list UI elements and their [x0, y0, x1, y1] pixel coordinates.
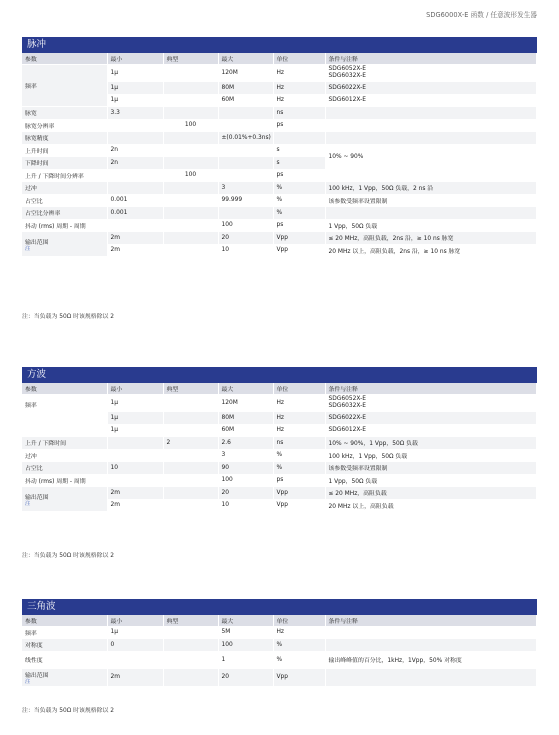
triangle-footnote: 注：当负载为 50Ω 时该规格除以 2 — [22, 708, 115, 714]
param-cell: 抖动 (rms) 周期 - 周期 — [22, 474, 107, 487]
col-header-param: 参数 — [22, 615, 107, 626]
pulse-section — [22, 37, 537, 257]
section-title: 方波 — [22, 367, 537, 383]
col-header-typ: 典型 — [163, 383, 218, 394]
param-cell: 上升 / 下降时间分辨率 — [22, 169, 107, 182]
cond-cell — [325, 207, 537, 220]
param-cell — [22, 669, 107, 687]
typ-cell — [163, 487, 218, 500]
table-header-row — [22, 53, 537, 64]
cond-cell: 20 MHz 以上，高阻负载 — [325, 499, 537, 512]
max-cell: 80M — [218, 412, 273, 425]
min-cell — [107, 132, 163, 145]
col-header-cond: 条件与注释 — [325, 383, 537, 394]
typ-cell — [163, 132, 218, 145]
cond-cell — [325, 107, 537, 120]
min-cell: 2m — [107, 232, 163, 245]
typ-cell — [163, 144, 218, 157]
max-cell: 2.6 — [218, 437, 273, 450]
typ-cell — [163, 219, 218, 232]
col-header-min: 最小 — [107, 53, 163, 64]
typ-cell — [163, 244, 218, 257]
min-cell: 0.001 — [107, 207, 163, 220]
cond-cell: 该参数受频率设置限制 — [325, 194, 537, 207]
min-cell: 1μ — [107, 82, 163, 95]
unit-cell: s — [273, 144, 325, 157]
col-header-unit: 单位 — [273, 615, 325, 626]
col-header-param: 参数 — [22, 53, 107, 64]
max-cell — [218, 144, 273, 157]
col-header-max: 最大 — [218, 383, 273, 394]
typ-cell — [163, 207, 218, 220]
unit-cell: Hz — [273, 412, 325, 425]
footnote-marker: 注 — [25, 500, 31, 507]
typ-cell — [163, 651, 218, 669]
cond-line: SDG6052X-E — [328, 65, 366, 72]
param-cell: 下降时间 — [22, 157, 107, 170]
min-cell — [107, 449, 163, 462]
table-row — [22, 669, 537, 687]
triangle-section — [22, 599, 537, 687]
table-row — [22, 437, 537, 450]
param-cell: 频率 — [22, 626, 107, 639]
spec-table — [22, 615, 537, 687]
unit-cell: Hz — [273, 394, 325, 412]
min-cell: 1μ — [107, 626, 163, 639]
col-header-unit: 单位 — [273, 53, 325, 64]
cond-cell: 1 Vpp，50Ω 负载 — [325, 474, 537, 487]
table-header-row — [22, 383, 537, 394]
table-row — [22, 474, 537, 487]
min-cell: 1μ — [107, 94, 163, 107]
max-cell: 60M — [218, 94, 273, 107]
unit-cell: ps — [273, 169, 325, 182]
max-cell: 10 — [218, 499, 273, 512]
unit-cell: ns — [273, 107, 325, 120]
param-label: 输出范围 — [25, 672, 49, 679]
param-cell: 抖动 (rms) 周期 - 周期 — [22, 219, 107, 232]
unit-cell: Hz — [273, 64, 325, 82]
table-row — [22, 182, 537, 195]
param-cell: 对称度 — [22, 639, 107, 652]
table-row — [22, 462, 537, 475]
table-header-row — [22, 615, 537, 626]
unit-cell: % — [273, 462, 325, 475]
unit-cell: Hz — [273, 82, 325, 95]
col-header-cond: 条件与注释 — [325, 53, 537, 64]
max-cell: 100 — [218, 474, 273, 487]
unit-cell: Hz — [273, 626, 325, 639]
param-cell: 上升 / 下降时间 — [22, 437, 107, 450]
typ-cell — [163, 474, 218, 487]
max-cell: 99.999 — [218, 194, 273, 207]
col-header-unit: 单位 — [273, 383, 325, 394]
cond-cell: 100 kHz，1 Vpp，50Ω 负载，2 ns 沿 — [325, 182, 537, 195]
typ-cell — [163, 669, 218, 687]
min-cell: 3.3 — [107, 107, 163, 120]
typ-cell — [163, 94, 218, 107]
typ-cell — [163, 626, 218, 639]
unit-cell: % — [273, 639, 325, 652]
table-row — [22, 626, 537, 639]
min-cell: 2m — [107, 499, 163, 512]
max-cell: 120M — [218, 394, 273, 412]
cond-cell: 输出峰峰值的百分比，1kHz，1Vpp，50% 对称度 — [325, 651, 537, 669]
typ-cell — [163, 412, 218, 425]
max-cell: 10 — [218, 244, 273, 257]
square-section — [22, 367, 537, 512]
min-cell: 1μ — [107, 424, 163, 437]
param-cell: 上升时间 — [22, 144, 107, 157]
unit-cell: ps — [273, 219, 325, 232]
min-cell: 1μ — [107, 64, 163, 82]
min-cell: 0 — [107, 639, 163, 652]
cond-cell: SDG6022X-E — [325, 412, 537, 425]
min-cell: 1μ — [107, 412, 163, 425]
table-row — [22, 207, 537, 220]
col-header-max: 最大 — [218, 53, 273, 64]
max-cell: 100 — [218, 219, 273, 232]
param-cell: 线性度 — [22, 651, 107, 669]
section-title: 脉冲 — [22, 37, 537, 53]
page-header: SDG6000X-E 函数 / 任意波形发生器 — [426, 11, 537, 19]
typ-cell — [163, 82, 218, 95]
max-cell: 3 — [218, 182, 273, 195]
cond-cell — [325, 394, 537, 412]
unit-cell: Vpp — [273, 487, 325, 500]
unit-cell — [273, 132, 325, 145]
cond-cell — [325, 132, 537, 145]
table-row — [22, 449, 537, 462]
typ-cell: 100 — [107, 169, 273, 182]
param-label: 输出范围 — [25, 239, 49, 246]
table-row — [22, 64, 537, 82]
cond-cell — [325, 626, 537, 639]
min-cell: 2n — [107, 144, 163, 157]
unit-cell: Hz — [273, 424, 325, 437]
unit-cell: s — [273, 157, 325, 170]
param-cell: 脉宽分辨率 — [22, 119, 107, 132]
table-row — [22, 194, 537, 207]
param-cell: 占空比 — [22, 194, 107, 207]
cond-cell — [325, 119, 537, 132]
typ-cell — [163, 157, 218, 170]
typ-cell — [163, 424, 218, 437]
table-row — [22, 487, 537, 500]
min-cell: 2n — [107, 157, 163, 170]
param-cell: 脉宽 — [22, 107, 107, 120]
param-cell: 频率 — [22, 394, 107, 437]
unit-cell: % — [273, 207, 325, 220]
cond-cell: 该参数受频率设置限制 — [325, 462, 537, 475]
unit-cell: Vpp — [273, 244, 325, 257]
col-header-typ: 典型 — [163, 615, 218, 626]
cond-line: SDG6032X-E — [328, 72, 366, 79]
typ-cell — [163, 232, 218, 245]
max-cell — [218, 157, 273, 170]
param-cell: 占空比分辨率 — [22, 207, 107, 220]
cond-cell: ≤ 20 MHz，高阻负载，2ns 沿，≥ 10 ns 脉宽 — [325, 232, 537, 245]
max-cell — [218, 107, 273, 120]
table-row — [22, 107, 537, 120]
max-cell: 5M — [218, 626, 273, 639]
pulse-footnote: 注：当负载为 50Ω 时该规格除以 2 — [22, 314, 115, 320]
unit-cell: % — [273, 449, 325, 462]
cond-cell: 20 MHz 以上，高阻负载，2ns 沿，≥ 10 ns 脉宽 — [325, 244, 537, 257]
param-cell: 占空比 — [22, 462, 107, 475]
footnote-marker: 注 — [25, 245, 31, 252]
param-cell: 脉宽精度 — [22, 132, 107, 145]
typ-cell — [163, 182, 218, 195]
typ-cell: 100 — [107, 119, 273, 132]
typ-cell: 2 — [163, 437, 218, 450]
table-row — [22, 639, 537, 652]
param-cell — [22, 232, 107, 257]
typ-cell — [163, 499, 218, 512]
typ-cell — [163, 462, 218, 475]
min-cell — [107, 219, 163, 232]
unit-cell: ps — [273, 474, 325, 487]
max-cell: ±(0.01%+0.3ns) — [218, 132, 273, 145]
spec-table — [22, 53, 537, 257]
unit-cell: Vpp — [273, 499, 325, 512]
max-cell — [218, 207, 273, 220]
unit-cell: Hz — [273, 94, 325, 107]
col-header-cond: 条件与注释 — [325, 615, 537, 626]
max-cell: 20 — [218, 669, 273, 687]
cond-cell — [325, 64, 537, 82]
max-cell: 60M — [218, 424, 273, 437]
table-row — [22, 232, 537, 245]
min-cell — [107, 474, 163, 487]
col-header-min: 最小 — [107, 383, 163, 394]
param-cell — [22, 487, 107, 512]
max-cell: 90 — [218, 462, 273, 475]
min-cell: 2m — [107, 669, 163, 687]
unit-cell: ns — [273, 437, 325, 450]
cond-cell: SDG6012X-E — [325, 94, 537, 107]
typ-cell — [163, 449, 218, 462]
table-row — [22, 132, 537, 145]
col-header-typ: 典型 — [163, 53, 218, 64]
cond-cell — [325, 639, 537, 652]
param-cell: 过冲 — [22, 182, 107, 195]
unit-cell: % — [273, 182, 325, 195]
cond-line: SDG6032X-E — [328, 402, 366, 409]
unit-cell: Vpp — [273, 232, 325, 245]
typ-cell — [163, 107, 218, 120]
footnote-marker: 注 — [25, 678, 31, 685]
typ-cell — [163, 64, 218, 82]
typ-cell — [163, 194, 218, 207]
cond-cell: ≤ 20 MHz，高阻负载 — [325, 487, 537, 500]
max-cell: 100 — [218, 639, 273, 652]
min-cell — [107, 651, 163, 669]
col-header-min: 最小 — [107, 615, 163, 626]
cond-cell — [325, 169, 537, 182]
min-cell: 2m — [107, 487, 163, 500]
max-cell: 3 — [218, 449, 273, 462]
param-label: 输出范围 — [25, 494, 49, 501]
cond-cell: 1 Vpp，50Ω 负载 — [325, 219, 537, 232]
table-row — [22, 169, 537, 182]
unit-cell: ps — [273, 119, 325, 132]
table-row — [22, 219, 537, 232]
min-cell: 2m — [107, 244, 163, 257]
min-cell — [107, 437, 163, 450]
max-cell: 20 — [218, 487, 273, 500]
max-cell: 1 — [218, 651, 273, 669]
max-cell: 120M — [218, 64, 273, 82]
col-header-max: 最大 — [218, 615, 273, 626]
table-row — [22, 651, 537, 669]
unit-cell: % — [273, 651, 325, 669]
table-row — [22, 119, 537, 132]
table-row — [22, 394, 537, 412]
min-cell: 10 — [107, 462, 163, 475]
unit-cell: Vpp — [273, 669, 325, 687]
unit-cell: % — [273, 194, 325, 207]
min-cell: 0.001 — [107, 194, 163, 207]
col-header-param: 参数 — [22, 383, 107, 394]
spec-table — [22, 383, 537, 512]
cond-cell: 100 kHz，1 Vpp，50Ω 负载 — [325, 449, 537, 462]
cond-cell: SDG6022X-E — [325, 82, 537, 95]
section-title: 三角波 — [22, 599, 537, 615]
cond-cell: 10% ~ 90%，1 Vpp，50Ω 负载 — [325, 437, 537, 450]
cond-cell: SDG6012X-E — [325, 424, 537, 437]
typ-cell — [163, 394, 218, 412]
min-cell: 1μ — [107, 394, 163, 412]
param-cell: 频率 — [22, 64, 107, 107]
max-cell: 20 — [218, 232, 273, 245]
cond-cell: 10% ~ 90% — [325, 144, 537, 169]
param-cell: 过冲 — [22, 449, 107, 462]
typ-cell — [163, 639, 218, 652]
min-cell — [107, 182, 163, 195]
cond-line: SDG6052X-E — [328, 395, 366, 402]
cond-cell — [325, 669, 537, 687]
table-row — [22, 144, 537, 157]
max-cell: 80M — [218, 82, 273, 95]
square-footnote: 注：当负载为 50Ω 时该规格除以 2 — [22, 553, 115, 559]
